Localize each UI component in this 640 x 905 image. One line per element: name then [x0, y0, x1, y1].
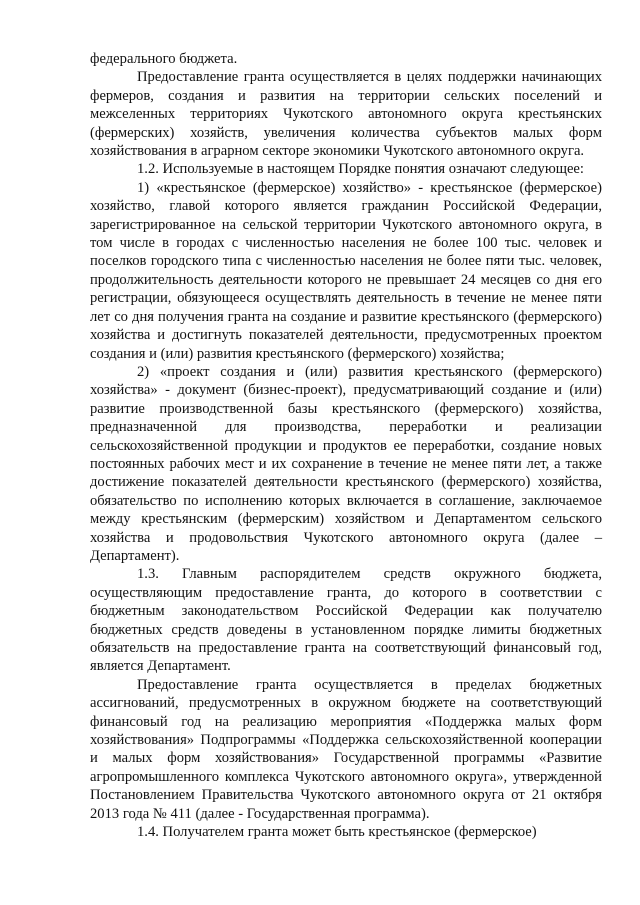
- paragraph-1-3: 1.3. Главным распорядителем средств окружного бюджета, осуществляющим предоставление гранта, до которого в соответствии с бюджетным законодательством Российской Федерации как получателю бюджетных средств доведены в установленном порядке лимиты бюджетных обязательств на предоставление гранта на соответствующий финансовый год, является Департамент.: [90, 566, 602, 675]
- paragraph-definition-2: 2) «проект создания и (или) развития крестьянского (фермерского) хозяйства» - документ (бизнес-проект), предусматривающий создание и (или) развитие производственной базы крестьянского (фермерского) хозяйства, предназначенной для производства, переработки и реализации сельскохозяйственной продукции и продуктов ее переработки, создание новых постоянных рабочих мест и их сохранение в течение не менее пяти лет, а также достижение показателей деятельности крестьянского (фермерского) хозяйства, обязательство по исполнению которых включается в соглашение, заключаемое между крестьянским (фермерским) хозяйством и Департаментом сельского хозяйства и продовольствия Чукотского автономного округа (далее – Департамент).: [90, 363, 602, 564]
- paragraph-definition-1: 1) «крестьянское (фермерское) хозяйство» - крестьянское (фермерское) хозяйство, главой которого является гражданин Российской Федерации, зарегистрированное на сельской территории Чукотского автономного округа, в том числе в городах с численностью населения не более 100 тыс. человек и поселков городского типа с численностью населения не более пяти тыс. человек, продолжительность деятельности которого не превышает 24 месяцев со дня его регистрации, обязующееся осуществлять деятельность в течение не менее пяти лет со дня получения гранта на создание и развитие крестьянского (фермерского) хозяйства и достигнуть показателей деятельности, предусмотренных проектом создания и (или) развития крестьянского (фермерского) хозяйства;: [90, 179, 602, 362]
- paragraph-budget-end: федерального бюджета.: [90, 51, 238, 67]
- paragraph-budget-allocation: Предоставление гранта осуществляется в пределах бюджетных ассигнований, предусмотренных в окружном бюджете на соответствующий финансовый год на реализацию мероприятия «Поддержка малых форм хозяйствования» Подпрограммы «Поддержка сельскохозяйственной кооперации и малых форм хозяйствования» Государственной программы «Развитие агропромышленного комплекса Чукотского автономного округа», утвержденной Постановлением Правительства Чукотского автономного округа от 21 октября 2013 года № 411 (далее - Государственная программа).: [90, 676, 602, 822]
- paragraph-grant-purpose: Предоставление гранта осуществляется в целях поддержки начинающих фермеров, создания и развития на территории сельских поселений и межселенных территориях Чукотского автономного округа крестьянских (фермерских) хозяйств, увеличения количества субъектов малых форм хозяйствования в аграрном секторе экономики Чукотского автономного округа.: [90, 69, 602, 160]
- paragraph-1-4: 1.4. Получателем гранта может быть крестьянское (фермерское): [137, 824, 537, 841]
- paragraph-1-2-heading: 1.2. Используемые в настоящем Порядке понятия означают следующее:: [137, 161, 584, 178]
